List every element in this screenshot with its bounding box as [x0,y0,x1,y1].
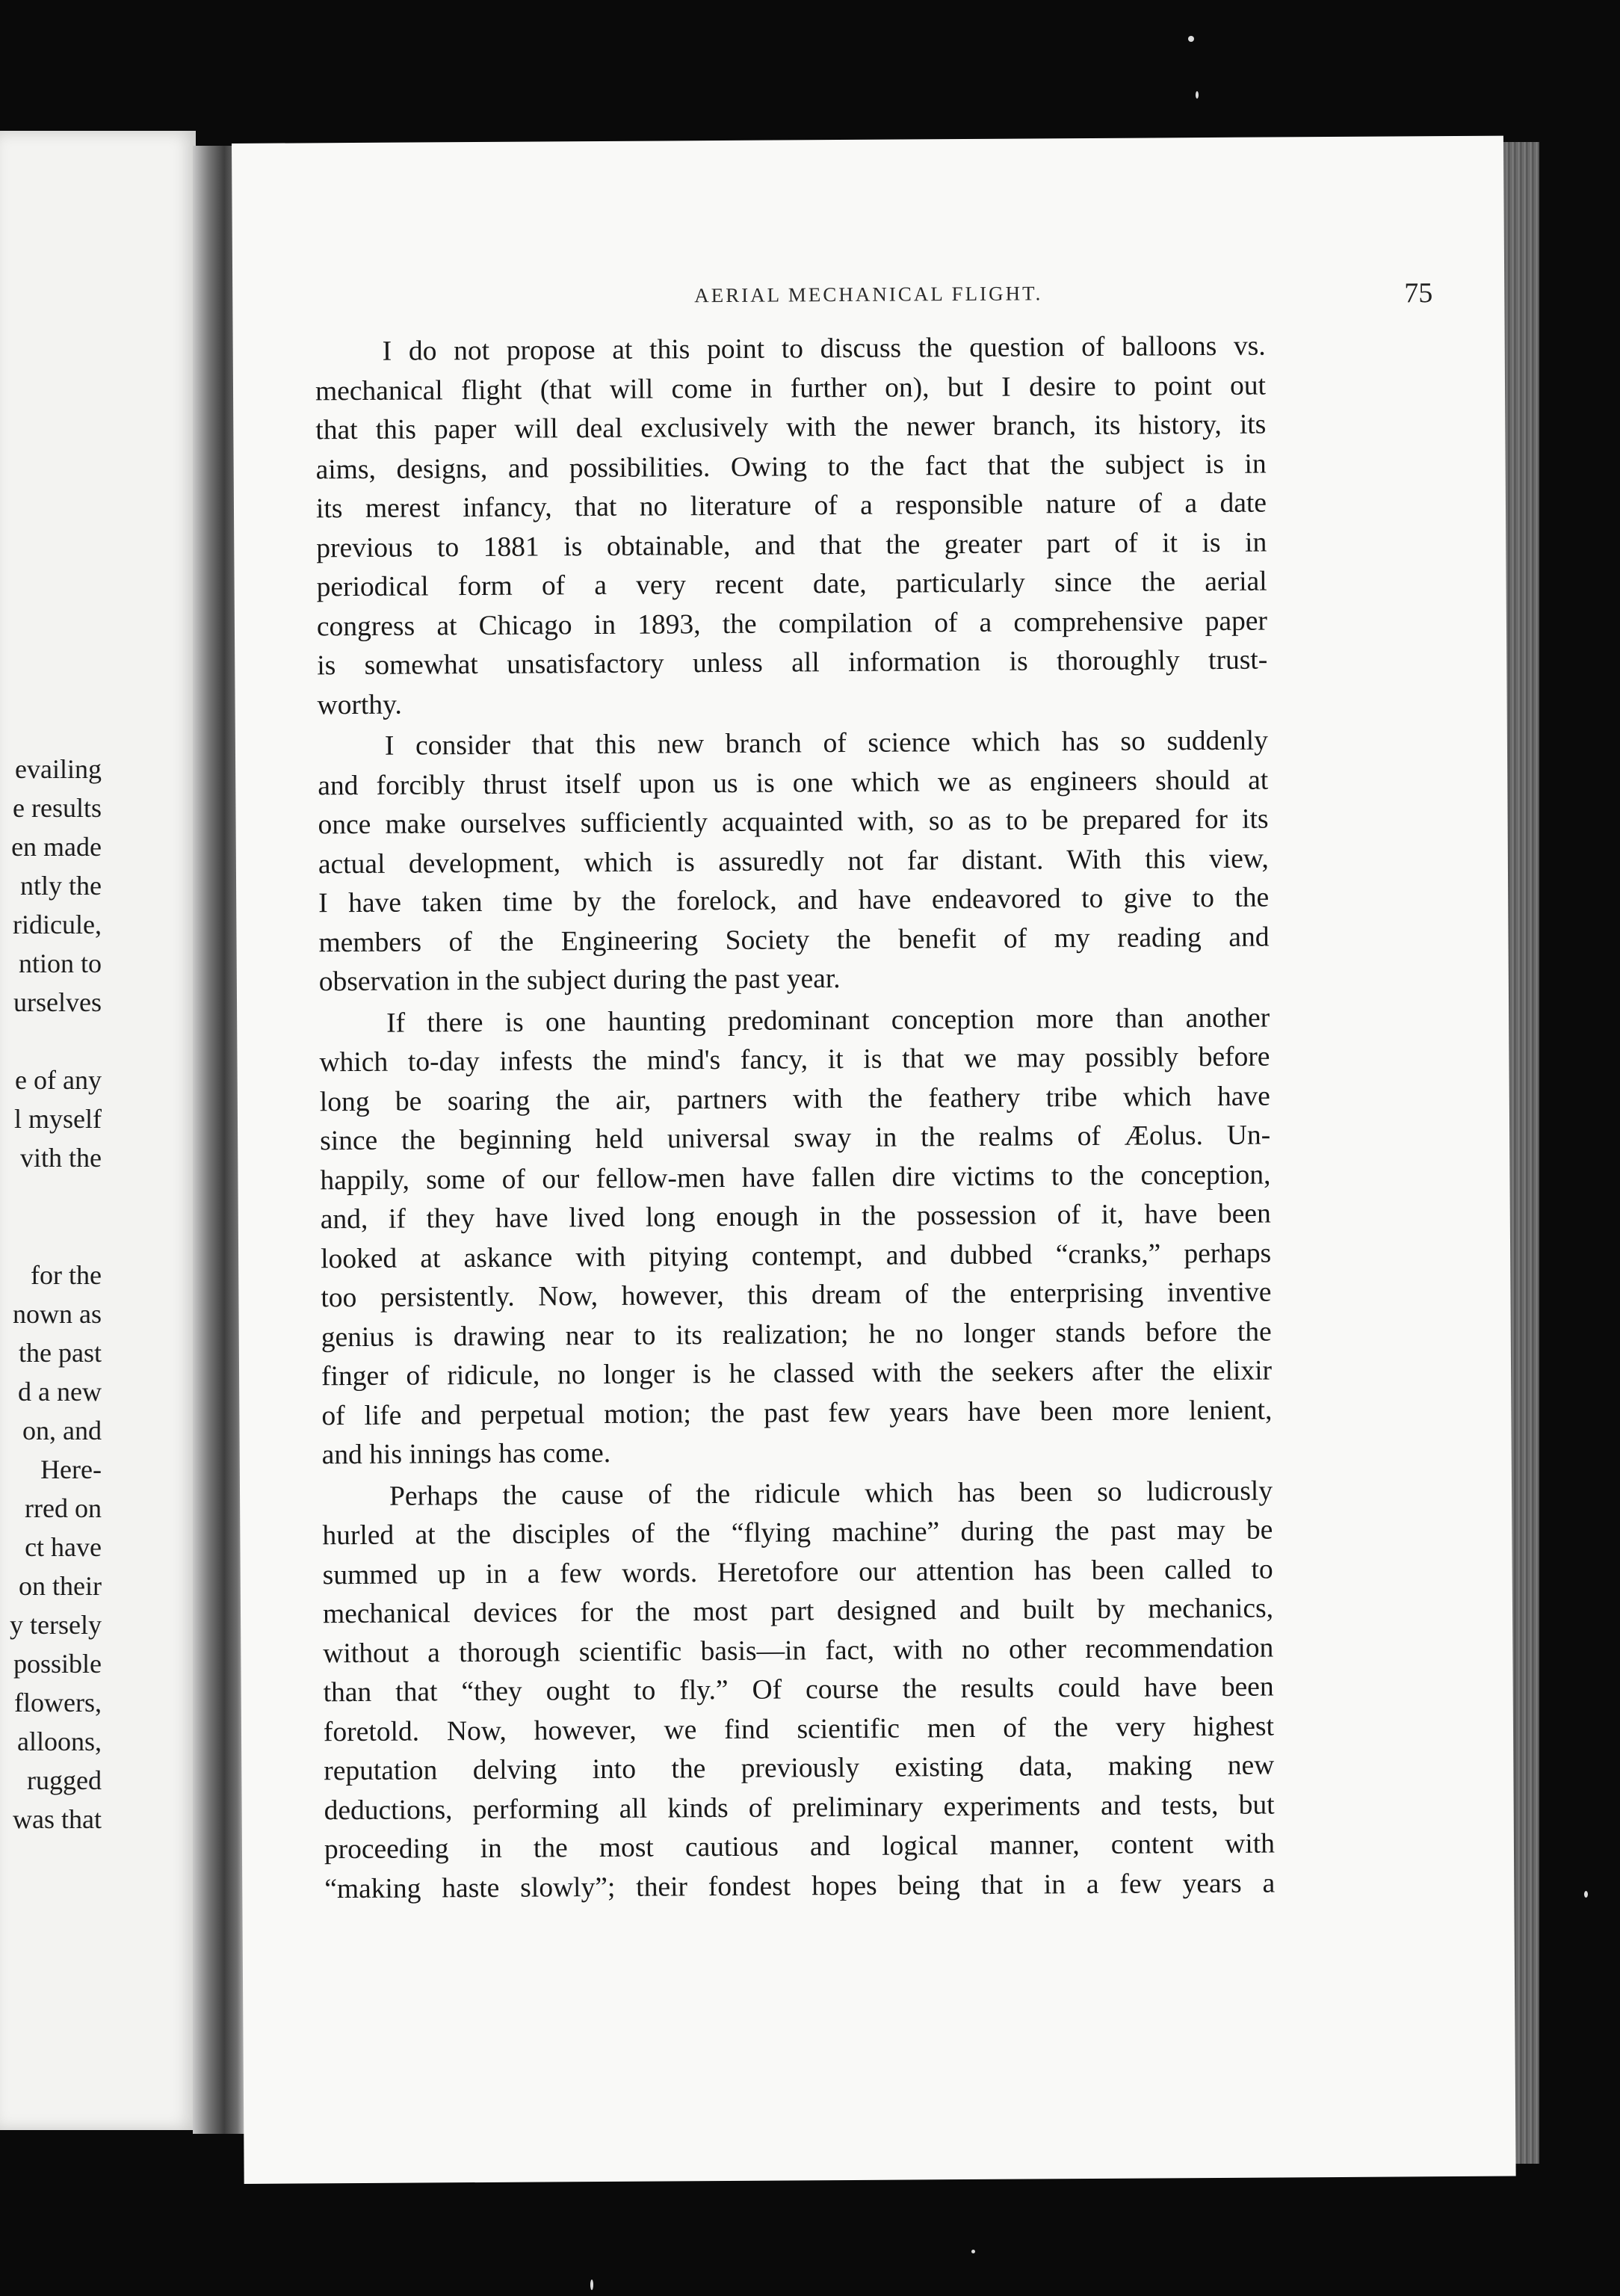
text-line: and forcibly thrust itself upon us is one which we as engineers should at [318,765,1269,801]
text-line: since the beginning held universal sway in the realms of Æolus. Un- [320,1120,1271,1157]
text-line: and, if they have lived long enough in the possession of it, have been [320,1198,1271,1235]
text-line: too persistently. Now, however, this dream of the enterprising inventive [321,1277,1272,1314]
text-line: “making haste slowly”; their fondest hopes being that in a few years a [324,1868,1276,1904]
text-line: than that “they ought to fly.” Of course the results could have been [323,1671,1274,1709]
text-line: hurled at the disciples of the “flying machine” during the past may be [322,1514,1273,1552]
text-line: Perhaps the cause of the ridicule which has been so ludicrously [389,1475,1273,1512]
text-line: its merest infancy, that no literature of a responsible nature of a date [315,487,1267,525]
left-line: ntion to [18,948,102,978]
text-line: actual development, which is assuredly not far distant. With this view, [318,843,1269,880]
paragraph [322,1472,1276,1909]
left-line: ridicule, [13,910,102,939]
left-line: ct have [25,1532,102,1562]
text-line: I have taken time by the forelock, and have endeavored to give to the [318,882,1270,919]
text-line: aims, designs, and possibilities. Owing to the fact that the subject is in [315,448,1267,485]
left-line: d a new [18,1377,102,1407]
text-line: mechanical flight (that will come in further on), but I desire to point out [315,370,1267,407]
text-line: reputation delving into the previously existing data, making new [324,1750,1275,1787]
left-line: vith the [20,1143,102,1173]
left-line: rred on [25,1493,102,1523]
page-number: 75 [1404,277,1433,309]
left-line: on, and [22,1416,102,1445]
text-line: deductions, performing all kinds of preliminary experiments and tests, but [324,1789,1275,1826]
text-line: members of the Engineering Society the benefit of my reading and [318,922,1270,958]
text-line: congress at Chicago in 1893, the compilation of a comprehensive paper [316,605,1268,642]
left-line: e results [13,793,102,823]
left-line: was that [13,1804,102,1834]
paragraph [318,722,1270,1002]
text-line: without a thorough scientific basis—in fact, with no other recommendation [323,1632,1274,1669]
text-line: that this paper will deal exclusively with the newer branch, its history, its [315,409,1267,446]
text-line: foretold. Now, however, we find scientific men of the very highest [323,1711,1275,1747]
text-line: genius is drawing near to its realization; he no longer stands before the [321,1316,1272,1353]
left-line: Here- [40,1454,102,1484]
left-line: alloons, [17,1726,102,1756]
paragraph [319,999,1273,1475]
text-line: I consider that this new branch of science which has so suddenly [384,725,1269,762]
text-line: of life and perpetual motion; the past few years have been more lenient, [321,1395,1273,1431]
text-line: summed up in a few words. Heretofore our attention has been called to [322,1554,1273,1590]
left-line: the past [19,1338,102,1368]
text-line: is somewhat unsatisfactory unless all information is thoroughly trust- [317,644,1268,682]
text-line: If there is one haunting predominant conception more than another [386,1002,1270,1039]
left-line: l myself [14,1104,102,1134]
left-line: for the [31,1260,102,1290]
text-line: worthy. [317,689,402,720]
text-line: and his innings has come. [321,1437,611,1471]
text-line: happily, some of our fellow-men have fallen dire victims to the conception, [320,1159,1271,1196]
text-line: periodical form of a very recent date, particularly since the aerial [316,566,1267,603]
left-line: possible [13,1649,102,1679]
text-line: previous to 1881 is obtainable, and that the greater part of it is in [316,527,1267,564]
left-line: y tersely [10,1610,102,1640]
left-line: on their [19,1571,102,1601]
left-line: en made [11,832,102,862]
left-line: e of any [15,1065,102,1095]
text-line: proceeding in the most cautious and logical manner, content with [324,1828,1276,1866]
text-line: once make ourselves sufficiently acquainted with, so as to be prepared for its [318,803,1269,841]
text-line: mechanical devices for the most part designed and built by mechanics, [322,1593,1274,1630]
text-line: looked at askance with pitying contempt, and dubbed “cranks,” perhaps [320,1238,1272,1274]
text-line: finger of ridicule, no longer is he classed with the seekers after the elixir [321,1355,1273,1392]
left-line: rugged [27,1765,102,1795]
left-page-fragment [0,131,196,2130]
left-line: evailing [15,754,102,784]
left-line: flowers, [14,1688,102,1718]
right-page [232,136,1516,2184]
text-line: observation in the subject during the past year. [318,963,841,998]
text-line: I do not propose at this point to discuss the question of balloons vs. [382,330,1266,367]
left-line: nown as [13,1299,102,1329]
running-head: AERIAL MECHANICAL FLIGHT. [694,282,1043,307]
left-line: ntly the [20,871,102,901]
left-line: urselves [13,987,102,1017]
body-text [315,327,1276,1912]
paragraph [315,327,1268,726]
text-line: which to-day infests the mind's fancy, it is that we may possibly before [319,1041,1270,1078]
text-line: long be soaring the air, partners with the feathery tribe which have [319,1081,1270,1117]
